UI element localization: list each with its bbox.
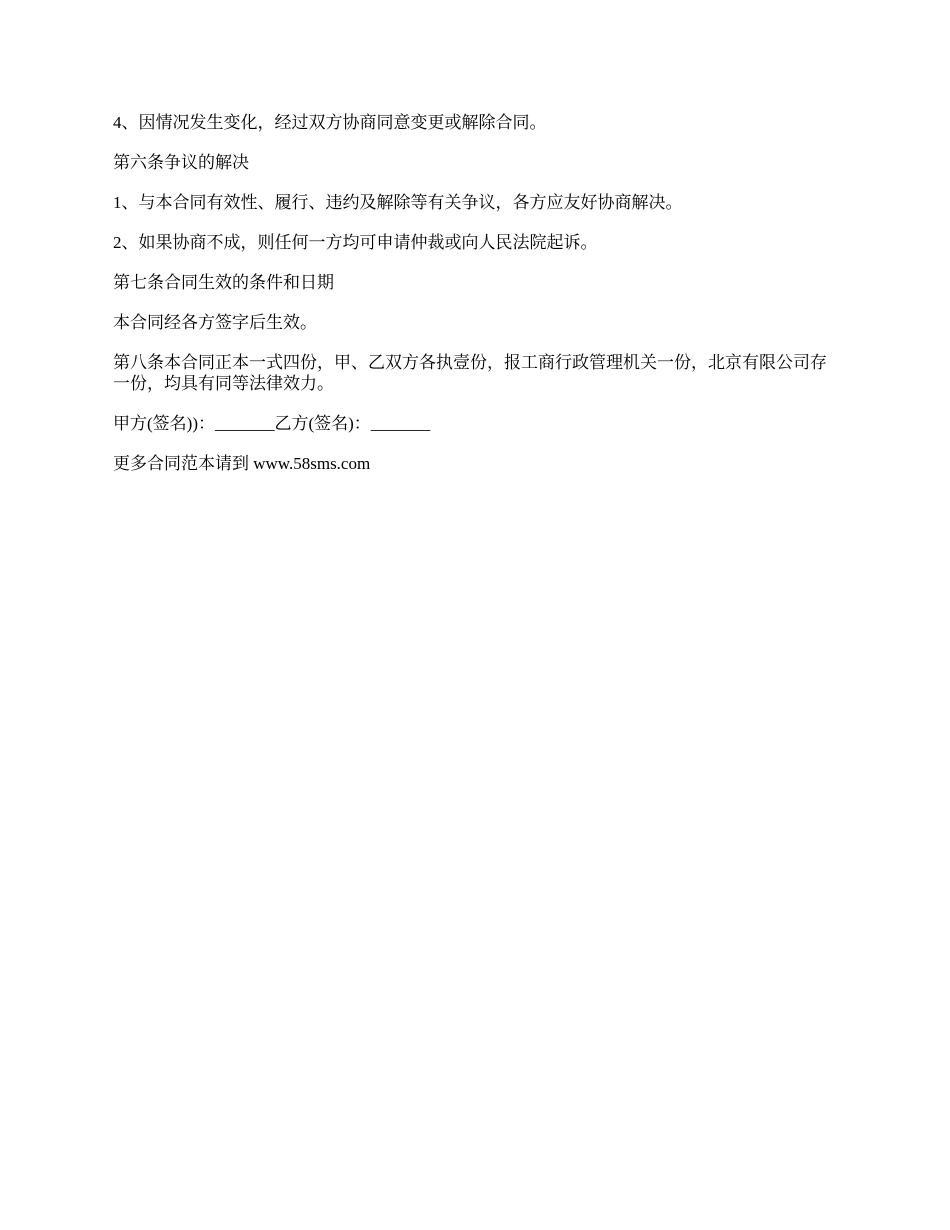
article-7-body: 本合同经各方签字后生效。 [113, 313, 317, 332]
article-7-heading: 第七条合同生效的条件和日期 [113, 273, 334, 292]
signature-line: 甲方(签名))：_______乙方(签名)：_______ [113, 414, 431, 433]
footer-more-templates: 更多合同范本请到 www.58sms.com [113, 454, 371, 473]
clause-4-change-or-termination: 4、因情况发生变化，经过双方协商同意变更或解除合同。 [113, 113, 547, 132]
article-6-heading: 第六条争议的解决 [113, 153, 249, 172]
article-8-body: 第八条本合同正本一式四份，甲、乙双方各执壹份，报工商行政管理机关一份，北京有限公司存一份，均具有同等法律效力。 [113, 353, 827, 393]
document-page [113, 112, 843, 493]
article-6-clause-2: 2、如果协商不成，则任何一方均可申请仲裁或向人民法院起诉。 [113, 233, 598, 252]
article-6-clause-1: 1、与本合同有效性、履行、违约及解除等有关争议，各方应友好协商解决。 [113, 193, 683, 212]
